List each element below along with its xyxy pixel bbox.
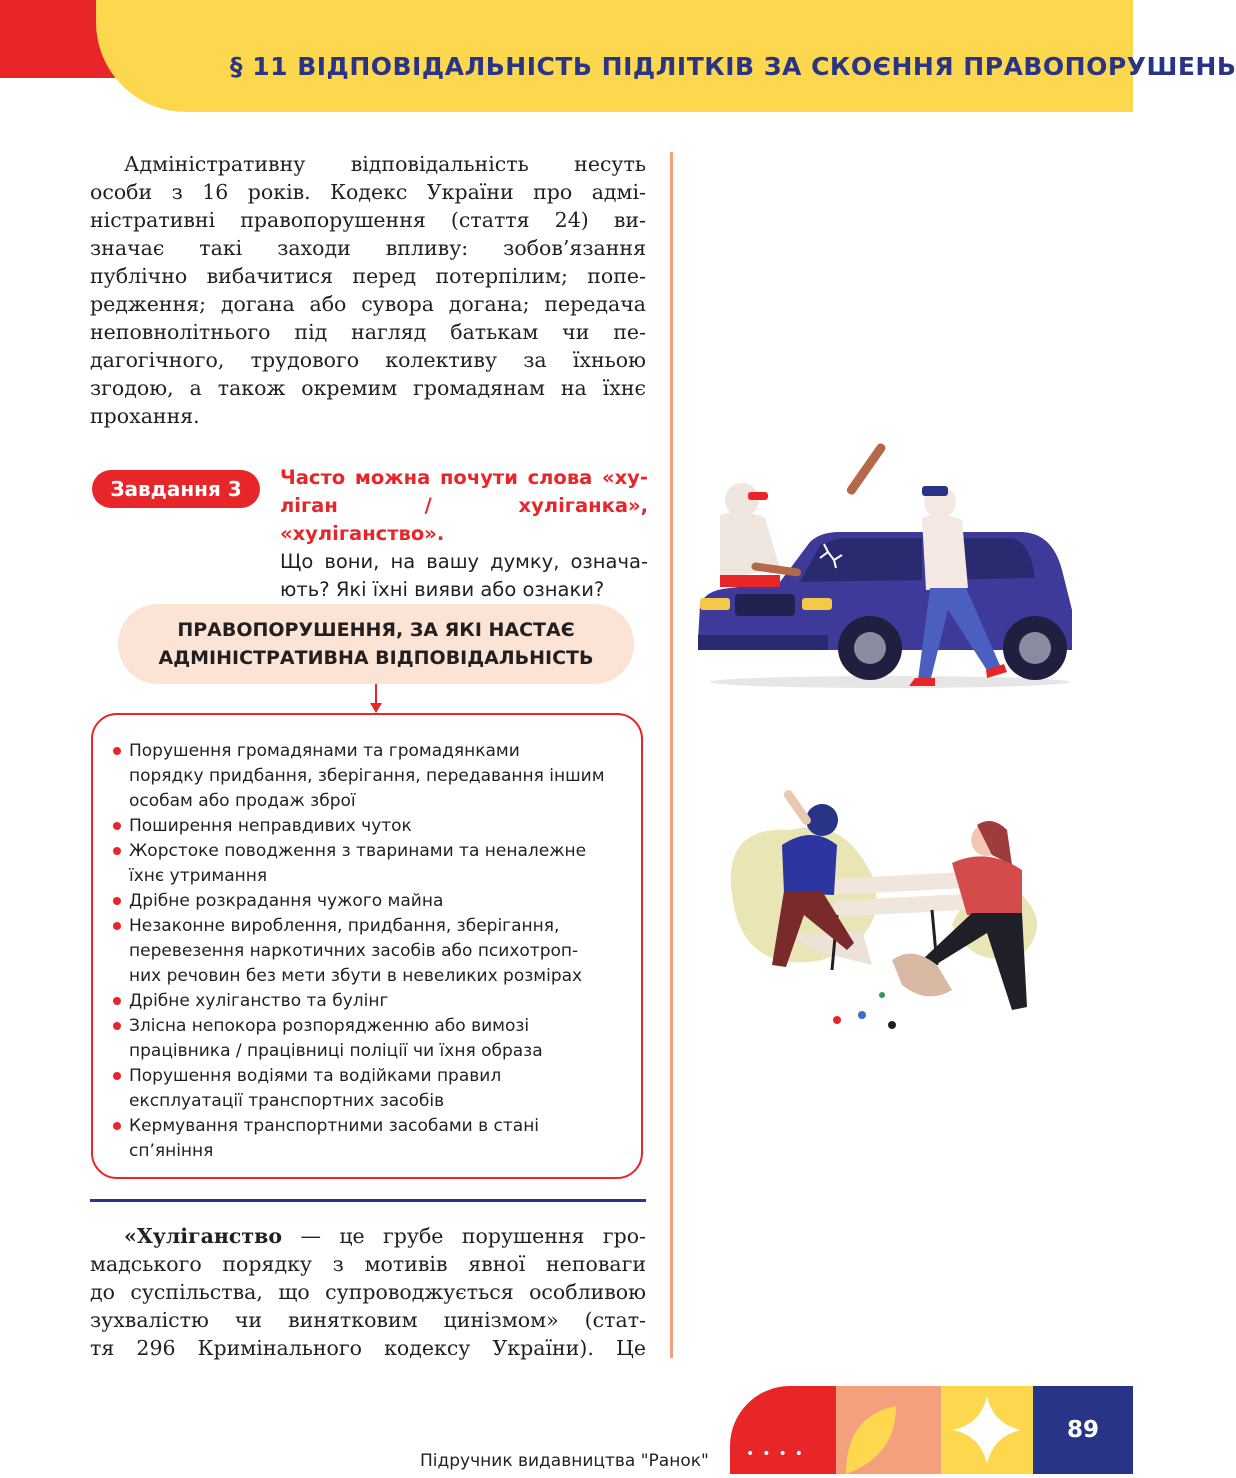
offense-item-line: Поширення неправдивих чуток [129,816,412,836]
bullet-icon [113,1022,121,1030]
bullet-icon [113,997,121,1005]
bullet-icon [113,1072,121,1080]
intro-line: редження; догана або сувора догана; передача [90,292,646,316]
bullet-icon [113,747,121,755]
definition-line [90,1222,646,1250]
offense-item-line: Дрібне хуліганство та булінг [129,991,389,1011]
definition-paragraph [90,1222,646,1362]
bullet-icon [113,847,121,855]
bullet-icon [113,922,121,930]
intro-line: значає такі заходи впливу: зобов’язання [90,236,646,260]
definition-term: «Хуліганство [124,1224,283,1248]
offense-item [111,814,631,839]
definition-line: зухвалістю чи винятковим цинізмом» (стат- [90,1308,646,1332]
intro-line: особи з 16 років. Кодекс України про адмі- [90,180,646,204]
intro-line: ністративні правопорушення (стаття 24) ви- [90,208,646,232]
offense-item-line: Порушення громадянами та громадянками [129,741,520,761]
task-question-text: Що вони, на вашу думку, означа- [280,550,648,573]
scheme-title [118,604,634,684]
offense-item-line: працівника / працівниці поліції чи їхня образа [129,1041,543,1061]
scheme-title-line: АДМІНІСТРАТИВНА ВІДПОВІДАЛЬНІСТЬ [158,647,594,669]
intro-line: публічно вибачитися перед потерпілим; попе- [90,264,646,288]
page-number: 89 [1033,1386,1133,1474]
offense-item-line: порядку придбання, зберігання, передавання іншим [129,766,605,786]
scheme-title-line: ПРАВОПОРУШЕННЯ, ЗА ЯКІ НАСТАЄ [177,619,575,641]
task-question [280,464,648,604]
offense-item [111,914,631,989]
bullet-icon [113,822,121,830]
task-badge: Завдання 3 [92,470,260,508]
offense-item [111,839,631,889]
offense-item-line: експлуатації транспортних засобів [129,1091,445,1111]
offense-item-line: Злісна непокора розпорядженню або вимозі [129,1016,530,1036]
page-title: § 11 ВІДПОВІДАЛЬНІСТЬ ПІДЛІТКІВ ЗА СКОЄННЯ ПРАВОПОРУШЕНЬ [230,52,1236,81]
task-question-text: ють? Які їхні вияви або ознаки? [280,578,605,601]
task-question-highlight: Часто можна почути слова «ху- [280,466,648,489]
footer-dots: •••• [746,1446,812,1462]
footer-salmon-block [836,1386,941,1474]
definition-line: мадського порядку з мотивів явної неповаги [90,1252,646,1276]
bullet-icon [113,897,121,905]
offense-item-line: особам або продаж зброї [129,791,356,811]
offense-item [111,889,631,914]
offense-item-line: Незаконне вироблення, придбання, зберігання, [129,916,560,936]
offense-item [111,1114,631,1164]
publisher-credit: Підручник видавництва "Ранок" [420,1451,709,1471]
leaf-icon [836,1386,941,1474]
definition-line-text: — це грубе порушення гро- [282,1224,646,1248]
offenses-list [111,739,631,1164]
section-separator [90,1199,646,1202]
offense-item-line: їхнє утримання [129,866,268,886]
offense-item-line: Жорстоке поводження з тваринами та неналежне [129,841,587,861]
intro-line: прохання. [90,404,200,428]
offense-item [111,739,631,814]
car-vandalism-illustration [690,470,1080,690]
intro-line: дагогічного, трудового колективу за їхньою [90,348,646,372]
offense-item-line: Порушення водіями та водійками правил [129,1066,502,1086]
offense-item-line: Дрібне розкрадання чужого майна [129,891,444,911]
intro-paragraph [90,150,646,178]
column-divider [670,152,673,1358]
bullet-icon [113,1122,121,1130]
offense-item-line: перевезення наркотичних засобів або психотроп- [129,941,579,961]
intro-line: неповнолітнього під нагляд батькам чи пе- [90,320,646,344]
star-icon [941,1386,1033,1474]
offense-item [111,1064,631,1114]
offense-item-line: них речовин без мети збути в невеликих розмірах [129,966,583,986]
offense-item [111,989,631,1014]
offenses-box [91,713,643,1179]
offense-item [111,1014,631,1064]
intro-line: згодою, а також окремим громадянам на їхнє [90,376,646,400]
definition-line: тя 296 Кримінального кодексу України). Це [90,1336,646,1360]
intro-line: Адміністративну відповідальність несуть [124,152,646,176]
park-vandalism-illustration [722,785,1077,1035]
offense-item-line: Кермування транспортними засобами в стані [129,1116,540,1136]
intro-paragraph-body [90,178,646,430]
footer-yellow-block [941,1386,1033,1474]
task-question-highlight: ліган / хуліганка», «хуліганство». [280,494,648,545]
definition-line: до суспільства, що супроводжується особливою [90,1280,646,1304]
arrow-down-icon [370,703,382,713]
offense-item-line: сп’яніння [129,1141,214,1161]
